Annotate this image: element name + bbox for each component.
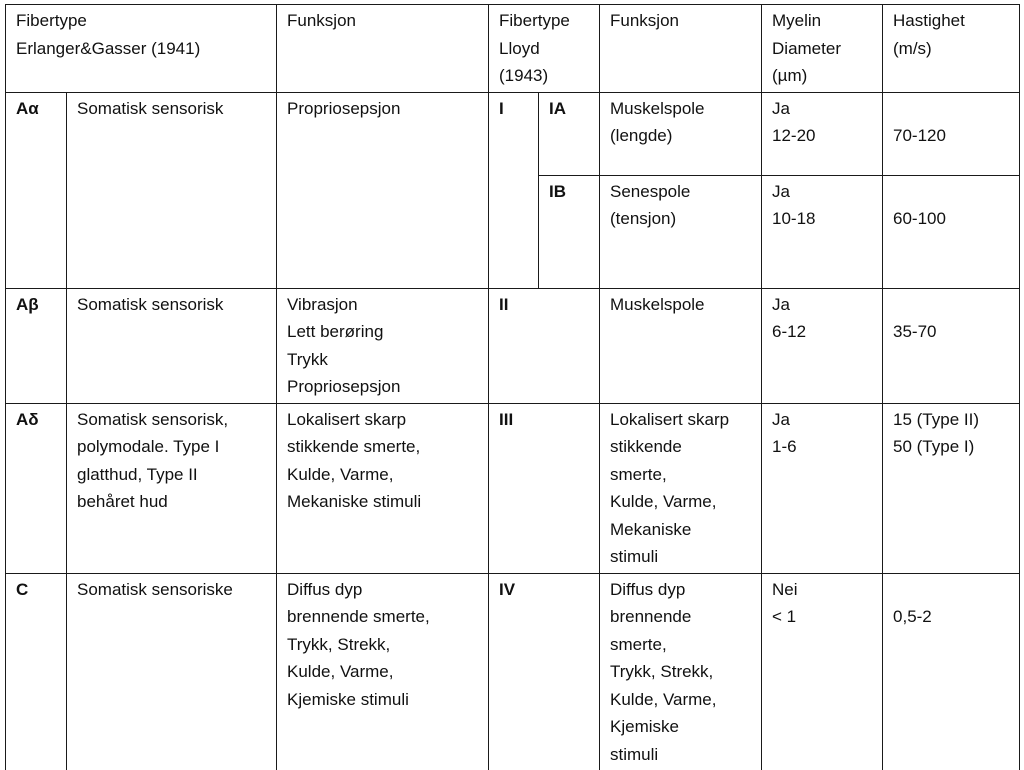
fibertype-cell: Aδ xyxy=(6,403,67,573)
table-row-a-alpha-ia xyxy=(6,92,1020,175)
table-row-a-delta xyxy=(6,403,1020,573)
header-myelin-diameter: Myelin Diameter (µm) xyxy=(762,5,883,93)
funksjon-2-cell: Muskelspole xyxy=(600,288,762,403)
lloyd-type-cell: I xyxy=(489,92,539,288)
header-funksjon-2: Funksjon xyxy=(600,5,762,93)
fibertype-cell: C xyxy=(6,573,67,770)
funksjon-cell: Propriosepsjon xyxy=(277,92,489,288)
funksjon-2-cell: Muskelspole (lengde) xyxy=(600,92,762,175)
description-cell: Somatisk sensorisk xyxy=(67,288,277,403)
header-hastighet: Hastighet (m/s) xyxy=(883,5,1020,93)
myelin-cell: Ja 6-12 xyxy=(762,288,883,403)
fibertype-cell: Aβ xyxy=(6,288,67,403)
speed-cell xyxy=(883,288,1020,403)
funksjon-2-cell: Diffus dyp brennende smerte, Trykk, Strekk, Kulde, Varme, Kjemiske stimuli xyxy=(600,573,762,770)
speed-value: 0,5-2 xyxy=(893,607,932,626)
lloyd-subtype-cell: IB xyxy=(539,175,600,288)
speed-cell xyxy=(883,573,1020,770)
lloyd-subtype-cell: IA xyxy=(539,92,600,175)
lloyd-type-cell: III xyxy=(489,403,600,573)
funksjon-2-cell: Senespole (tensjon) xyxy=(600,175,762,288)
fiber-type-table xyxy=(5,4,1020,770)
description-cell: Somatisk sensorisk xyxy=(67,92,277,288)
header-row xyxy=(6,5,1020,93)
header-fibertype-lloyd: Fibertype Lloyd (1943) xyxy=(489,5,600,93)
myelin-cell: Ja 12-20 xyxy=(762,92,883,175)
table-row-c xyxy=(6,573,1020,770)
lloyd-type-cell: II xyxy=(489,288,600,403)
funksjon-cell: Vibrasjon Lett berøring Trykk Propriosepsjon xyxy=(277,288,489,403)
header-fibertype-erlanger-gasser: Fibertype Erlanger&Gasser (1941) xyxy=(6,5,277,93)
funksjon-cell: Lokalisert skarp stikkende smerte, Kulde, Varme, Mekaniske stimuli xyxy=(277,403,489,573)
table-row-a-beta xyxy=(6,288,1020,403)
header-funksjon-1: Funksjon xyxy=(277,5,489,93)
speed-cell xyxy=(883,92,1020,175)
myelin-cell: Nei < 1 xyxy=(762,573,883,770)
funksjon-cell: Diffus dyp brennende smerte, Trykk, Strekk, Kulde, Varme, Kjemiske stimuli xyxy=(277,573,489,770)
description-cell: Somatisk sensorisk, polymodale. Type I glatthud, Type II behåret hud xyxy=(67,403,277,573)
description-cell: Somatisk sensoriske xyxy=(67,573,277,770)
myelin-cell: Ja 10-18 xyxy=(762,175,883,288)
myelin-cell: Ja 1-6 xyxy=(762,403,883,573)
speed-value: 70-120 xyxy=(893,126,946,145)
lloyd-type-cell: IV xyxy=(489,573,600,770)
speed-value: 60-100 xyxy=(893,209,946,228)
speed-cell: 15 (Type II) 50 (Type I) xyxy=(883,403,1020,573)
funksjon-2-cell: Lokalisert skarp stikkende smerte, Kulde, Varme, Mekaniske stimuli xyxy=(600,403,762,573)
fibertype-cell: Aα xyxy=(6,92,67,288)
speed-cell xyxy=(883,175,1020,288)
speed-value: 35-70 xyxy=(893,322,937,341)
